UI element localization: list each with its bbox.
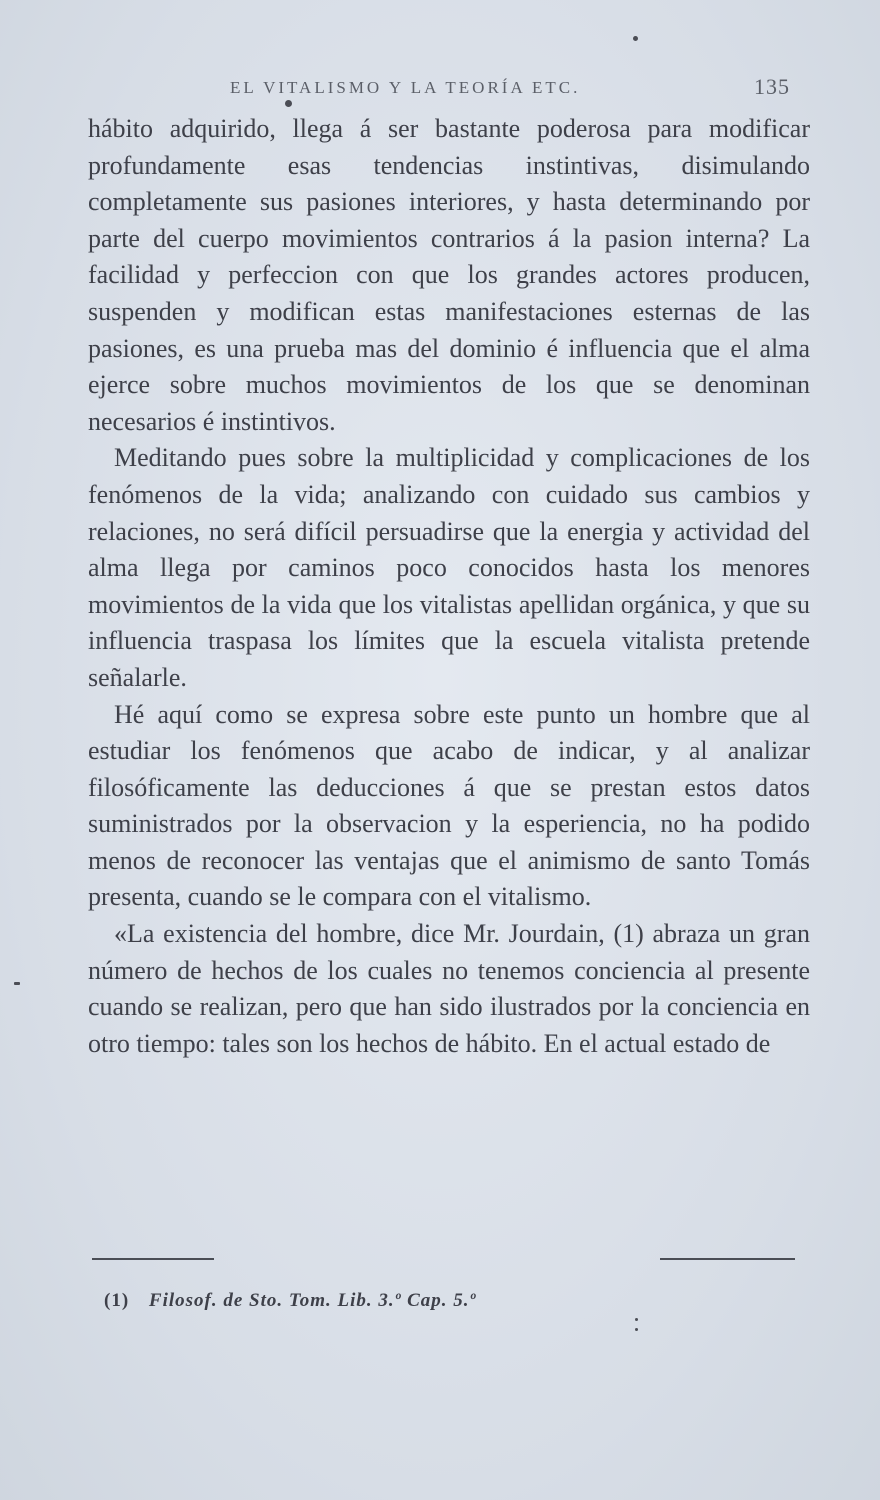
body-text xyxy=(88,111,810,1062)
paragraph: Hé aquí como se expresa sobre este punto un hombre que al estudiar los fenómenos que acabo de indicar, y al analizar filosóficamente las deducciones á que se prestan estos datos suministrados por la observacion y la esperiencia, no ha podido menos de reconocer las ventajas que el animismo de santo Tomás presenta, cuando se le compara con el vitalismo. xyxy=(88,699,810,912)
paragraph-continued: hábito adquirido, llega á ser bastante poderosa para modificar profundamente esas tendencias instintivas, disimulando completamente sus pasiones interiores, y hasta determinando por parte del cuerpo movimientos contrarios á la pasion interna? La facilidad y perfeccion con que los grandes actores producen, suspenden y modifican estas manifestaciones esternas de las pasiones, es una prueba mas del dominio é influencia que el alma ejerce sobre muchos movimientos de los que se denominan necesarios é instintivos. xyxy=(88,114,810,436)
page-header xyxy=(230,74,790,104)
footnote-rule-left xyxy=(92,1258,214,1260)
ink-speck xyxy=(635,1318,638,1321)
page-number: 135 xyxy=(754,74,790,99)
ink-speck xyxy=(633,36,638,41)
footnote-marker: (1) xyxy=(104,1290,130,1311)
running-title: EL VITALISMO Y LA TEORÍA ETC. xyxy=(230,78,581,97)
paragraph: Meditando pues sobre la multiplicidad y complicaciones de los fenómenos de la vida; analizando con cuidado sus cambios y relaciones, no será difícil persuadirse que la energia y actividad del alma llega por caminos poco conocidos hasta los menores movimientos de la vida que los vitalistas apellidan orgánica, y que su influencia traspasa los límites que la escuela vitalista pretende señalarle. xyxy=(88,443,810,692)
footnote-rule-right xyxy=(660,1258,795,1260)
ink-speck xyxy=(285,100,292,107)
ink-speck xyxy=(14,982,20,985)
footnote-citation: Filosof. de Sto. Tom. Lib. 3.º Cap. 5.º xyxy=(148,1290,477,1311)
footnote xyxy=(104,1290,804,1312)
ink-speck xyxy=(635,1328,638,1331)
quoted-paragraph: «La existencia del hombre, dice Mr. Jourdain, (1) abraza un gran número de hechos de los cuales no tenemos conciencia al presente cuando se realizan, pero que han sido ilustrados por la conciencia en otro tiempo: tales son los hechos de hábito. En el actual estado de xyxy=(88,919,810,1058)
